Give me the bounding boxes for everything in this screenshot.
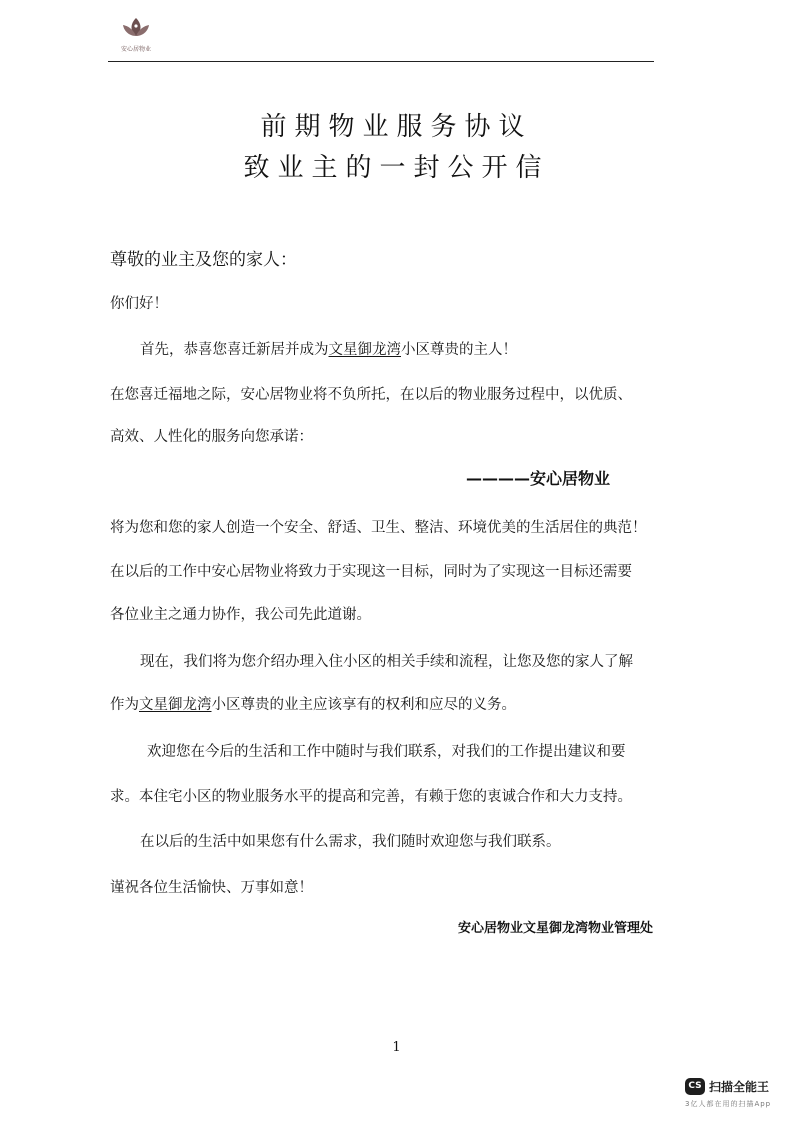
watermark-app-name: 扫描全能王 [709,1080,770,1094]
paragraph-5-line-2: 求。本住宅小区的物业服务水平的提高和完善，有赖于您的衷诚合作和大力支持。 [110,789,632,805]
p1-text-a: 首先，恭喜您喜迁新居并成为 [140,342,329,358]
scanner-watermark [685,1075,785,1115]
p4-text-a: 作为 [110,697,139,713]
logo-text: 安心居物业 [120,46,151,53]
paragraph-4-line-2 [110,693,516,714]
community-name-2: 文星御龙湾 [139,697,212,713]
community-name: 文星御龙湾 [328,342,401,358]
paragraph-1 [140,338,517,359]
paragraph-2-line-1: 在您喜迁福地之际，安心居物业将不负所托，在以后的物业服务过程中，以优质、 [110,387,632,403]
final-signature: 安心居物业文星御龙湾物业管理处 [457,921,653,936]
p1-text-b: 小区尊贵的主人！ [401,342,517,358]
greeting: 你们好！ [110,296,168,312]
paragraph-5-line-1: 欢迎您在今后的生活和工作中随时与我们联系，对我们的工作提出建议和要 [147,744,626,760]
closing-wish: 谨祝各位生活愉快、万事如意！ [110,880,313,896]
paragraph-2-line-2: 高效、人性化的服务向您承诺： [110,429,313,445]
paragraph-3-line-1: 将为您和您的家人创造一个安全、舒适、卫生、整洁、环境优美的生活居住的典范！ [110,520,647,536]
p4-text-b: 小区尊贵的业主应该享有的权利和应尽的义务。 [211,697,516,713]
watermark-tagline: 3亿人都在用的扫描App [685,1100,772,1108]
mid-signature: ————安心居物业 [466,469,611,488]
title-line-2: 致业主的一封公开信 [243,153,550,183]
company-logo [115,14,157,58]
title-line-1: 前期物业服务协议 [260,112,533,142]
lotus-leaf-icon [115,14,157,44]
paragraph-3-line-3: 各位业主之通力协作，我公司先此道谢。 [110,607,371,623]
paragraph-3-line-2: 在以后的工作中安心居物业将致力于实现这一目标，同时为了实现这一目标还需要 [110,564,632,580]
paragraph-4-line-1: 现在，我们将为您介绍办理入住小区的相关手续和流程，让您及您的家人了解 [140,654,633,670]
camscanner-icon: CS [685,1078,705,1095]
page-number: 1 [392,1040,401,1055]
paragraph-6: 在以后的生活中如果您有什么需求，我们随时欢迎您与我们联系。 [140,834,561,850]
salutation: 尊敬的业主及您的家人： [110,250,297,270]
header-divider [108,61,654,62]
